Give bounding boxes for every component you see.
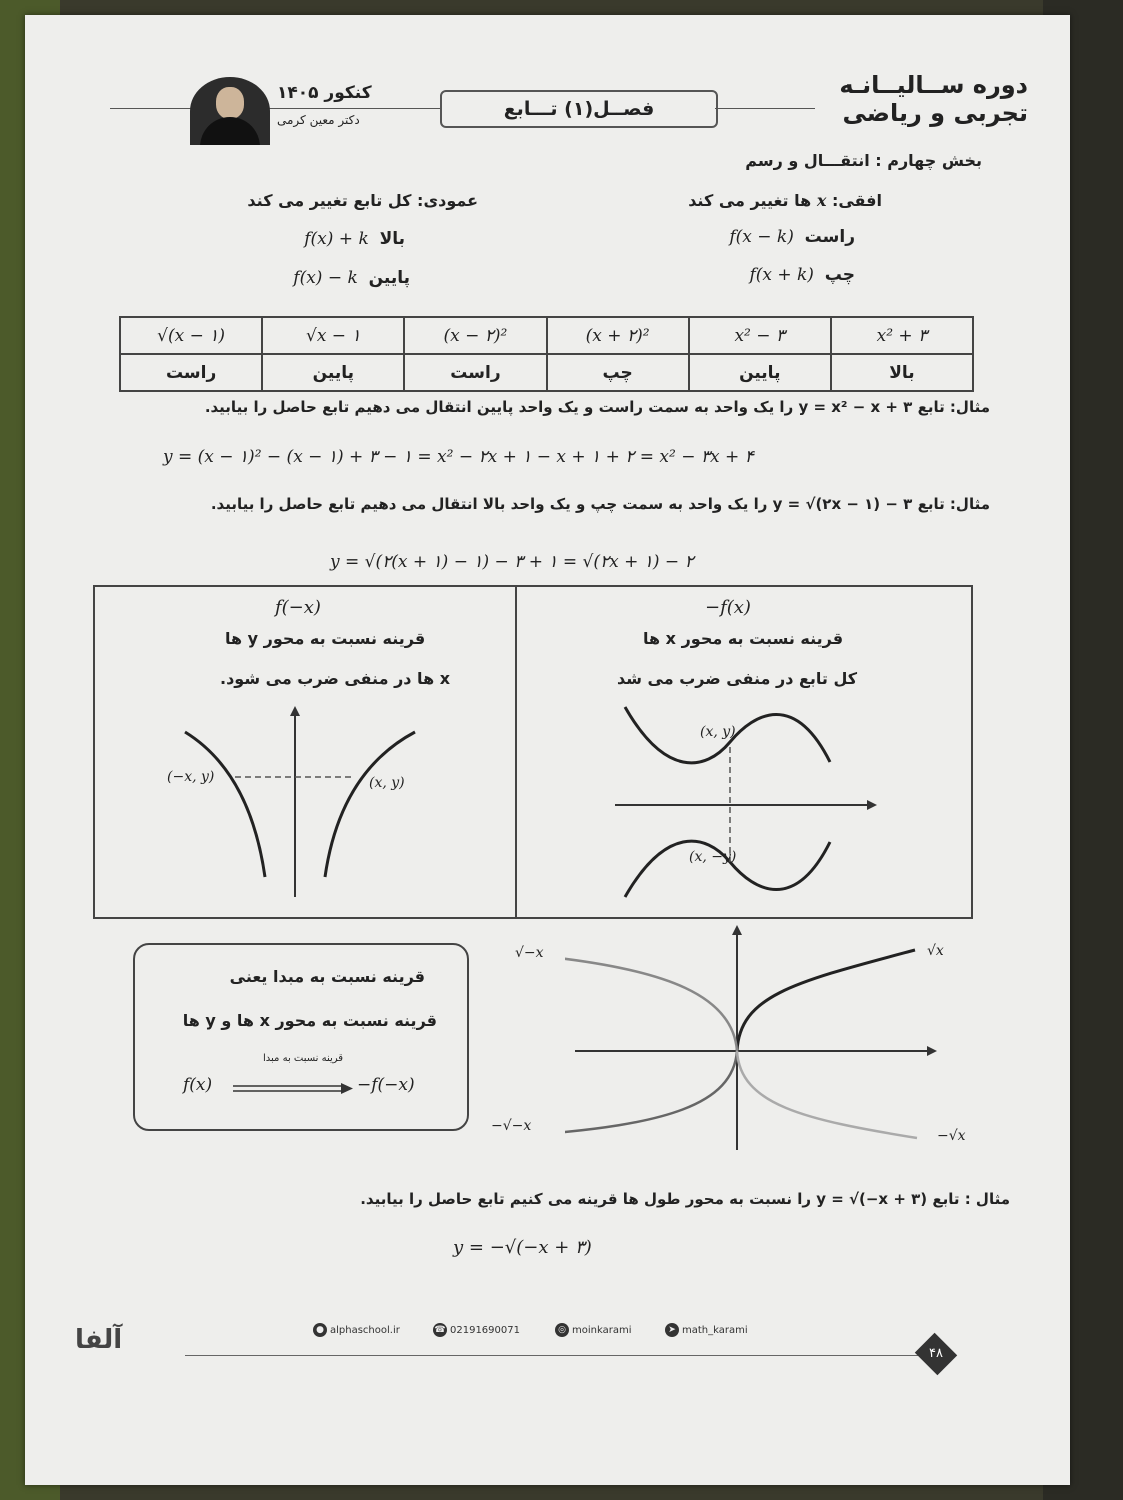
sqrt-reflections-graph bbox=[565, 920, 965, 1155]
reflection-box bbox=[93, 585, 973, 919]
reflection-x-line1: قرینه نسبت به محور x ها bbox=[643, 629, 844, 648]
footer-instagram: ◎ moinkarami bbox=[555, 1323, 631, 1337]
document-page bbox=[25, 15, 1070, 1485]
point-x-minus-y: (x, −y) bbox=[689, 849, 737, 865]
table-cell: (x − ۲)² bbox=[404, 317, 546, 354]
table-cell: √(x − ۱) bbox=[120, 317, 262, 354]
example3-text: مثال : تابع y = √(−x + ۳) را نسبت به محور طول ها قرینه می کنیم تابع حاصل را بیابید. bbox=[360, 1190, 1010, 1208]
example2-solution: y = √(۲(x + ۱) − ۱) − ۳ + ۱ = √(۲x + ۱) − ۲ bbox=[330, 552, 694, 572]
vertical-title: عمودی: کل تابع تغییر می کند bbox=[247, 191, 478, 210]
footer-phone: ☎ 02191690071 bbox=[434, 1325, 520, 1336]
reflection-y-graph bbox=[155, 702, 455, 902]
example3-solution: y = −√(−x + ۳) bbox=[453, 1237, 592, 1258]
header-rule-right bbox=[715, 108, 815, 109]
globe-icon: ● bbox=[313, 1323, 327, 1337]
phone-icon: ☎ bbox=[434, 1325, 446, 1335]
point-x-y: (x, y) bbox=[369, 775, 405, 791]
point-top-x-y: (x, y) bbox=[700, 724, 736, 740]
table-cell: پایین bbox=[689, 354, 831, 391]
table-cell: راست bbox=[120, 354, 262, 391]
footer-site: ● alphaschool.ir bbox=[313, 1323, 400, 1337]
chapter-title: فصــل(۱) تـــابع bbox=[440, 90, 718, 128]
right-arrow-icon bbox=[233, 1081, 355, 1097]
vertical-down: پایین f(x) − k bbox=[293, 268, 410, 288]
section-title: بخش چهارم : انتقـــال و رسم bbox=[745, 151, 982, 170]
table-row bbox=[120, 317, 973, 354]
horizontal-left: چپ f(x + k) bbox=[749, 265, 855, 285]
table-cell: x² + ۳ bbox=[831, 317, 973, 354]
origin-line2: قرینه نسبت به محور x ها و y ها bbox=[182, 1011, 437, 1030]
page-number: ۴۸ bbox=[915, 1333, 957, 1375]
table-cell: پایین bbox=[262, 354, 404, 391]
reflection-divider bbox=[515, 587, 517, 917]
footer-rule bbox=[185, 1355, 935, 1356]
origin-to: −f(−x) bbox=[357, 1075, 415, 1095]
origin-symmetry-box bbox=[133, 943, 469, 1131]
table-cell: (x + ۲)² bbox=[547, 317, 689, 354]
reflection-y-formula: f(−x) bbox=[275, 597, 321, 618]
reflection-x-formula: −f(x) bbox=[705, 597, 751, 618]
label-minus-sqrt-x: −√x bbox=[937, 1128, 966, 1144]
table-row bbox=[120, 354, 973, 391]
course-title-line2: تجربی و ریاضی bbox=[842, 99, 1028, 127]
reflection-x-graph bbox=[605, 702, 905, 912]
origin-from: f(x) bbox=[183, 1075, 213, 1095]
reflection-y-line1: قرینه نسبت به محور y ها bbox=[225, 629, 426, 648]
instagram-icon: ◎ bbox=[555, 1323, 569, 1337]
label-sqrt-minus-x: √−x bbox=[515, 945, 544, 961]
table-cell: √x − ۱ bbox=[262, 317, 404, 354]
horizontal-title: افقی: x ها تغییر می کند bbox=[688, 191, 882, 210]
reflection-x-line2: کل تابع در منفی ضرب می شد bbox=[617, 669, 858, 688]
point-minus-x-y: (−x, y) bbox=[167, 769, 215, 785]
table-cell: چپ bbox=[547, 354, 689, 391]
exam-label: کنکور ۱۴۰۵ bbox=[277, 83, 372, 103]
footer-telegram: ➤ math_karami bbox=[665, 1323, 748, 1337]
horizontal-right: راست f(x − k) bbox=[729, 227, 855, 247]
table-cell: بالا bbox=[831, 354, 973, 391]
shift-table bbox=[119, 316, 974, 392]
brand-logo: آلفا bbox=[75, 1325, 123, 1355]
label-minus-sqrt-minus-x: −√−x bbox=[491, 1118, 532, 1134]
telegram-icon: ➤ bbox=[665, 1323, 679, 1337]
origin-arrow-label: قرینه نسبت به مبدا bbox=[263, 1053, 344, 1064]
course-title-line1: دوره ســالیــانـه bbox=[839, 71, 1028, 99]
example1-solution: y = (x − ۱)² − (x − ۱) + ۳ − ۱ = x² − ۲x + ۱ − x + ۱ + ۲ = x² − ۳x + ۴ bbox=[163, 447, 754, 467]
label-sqrt-x: √x bbox=[927, 943, 944, 959]
table-cell: راست bbox=[404, 354, 546, 391]
table-cell: x² − ۳ bbox=[689, 317, 831, 354]
origin-line1: قرینه نسبت به مبدا یعنی bbox=[229, 967, 425, 986]
reflection-y-line2: x ها در منفی ضرب می شود. bbox=[220, 669, 451, 688]
example2-text: مثال: تابع y = √(۲x − ۱) − ۳ را یک واحد به سمت چپ و یک واحد بالا انتقال می دهیم تابع حاصل را بیابید. bbox=[210, 495, 990, 513]
teacher-name: دکتر معین کرمی bbox=[277, 113, 360, 127]
header-rule-left bbox=[110, 108, 440, 109]
teacher-avatar bbox=[190, 77, 270, 145]
vertical-up: بالا f(x) + k bbox=[304, 229, 405, 249]
example1-text: مثال: تابع y = x² − x + ۳ را یک واحد به سمت راست و یک واحد پایین انتقال می دهیم تابع حاصل را بیابید. bbox=[204, 398, 990, 416]
